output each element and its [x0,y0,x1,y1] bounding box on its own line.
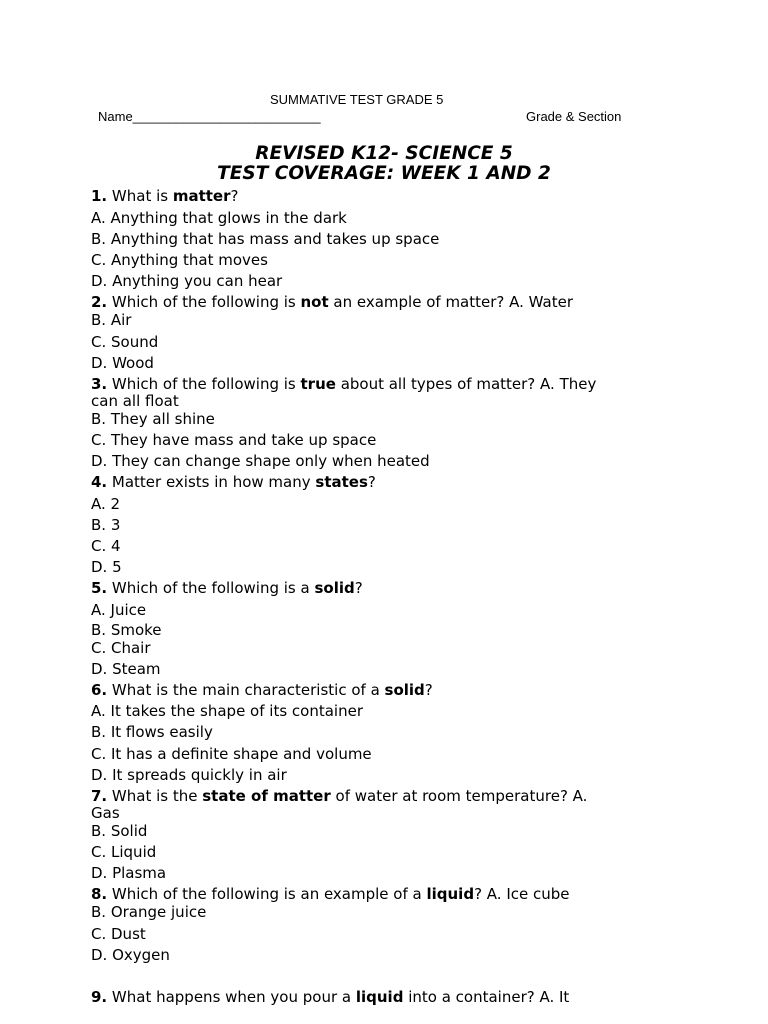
q6-option-b: B. It flows easily [91,723,213,741]
q7-option-b: B. Solid [91,822,148,840]
question-number: 7. [91,787,108,805]
question-text: ? [367,473,376,491]
question-keyword: true [300,375,336,393]
question-keyword: state of matter [202,787,331,805]
q6-option-a: A. It takes the shape of its container [91,702,363,720]
q7-option-c: C. Liquid [91,843,157,861]
q5-option-c: C. Chair [91,639,151,657]
q6-option-c: C. It has a definite shape and volume [91,745,372,763]
name-field-label: Name__________________________ [98,109,321,124]
q2-option-d: D. Wood [91,354,154,372]
q2-option-b: B. Air [91,311,132,329]
question-keyword: solid [314,579,355,597]
document-title-line-2: TEST COVERAGE: WEEK 1 AND 2 [217,163,551,184]
q8-option-b: B. Orange juice [91,903,207,921]
question-number: 8. [91,885,108,903]
question-text: What is [107,187,173,205]
question-text: What happens when you pour a [107,988,356,1006]
question-text: ? [230,187,239,205]
question-text: Which of the following is a [107,579,315,597]
q4-option-d: D. 5 [91,558,122,576]
question-text: ? [424,681,433,699]
document-title-line-1: REVISED K12- SCIENCE 5 [255,143,513,164]
question-keyword: matter [172,187,231,205]
question-text: about all types of matter? A. They [335,375,597,393]
q5-option-b: B. Smoke [91,621,162,639]
q5-option-d: D. Steam [91,660,161,678]
q4-option-b: B. 3 [91,516,121,534]
question-keyword: liquid [426,885,475,903]
q4-option-a: A. 2 [91,495,121,513]
question-keyword: states [315,473,368,491]
question-9 [91,989,569,1006]
question-text: an example of matter? A. Water [328,293,574,311]
question-text: Which of the following is [107,375,301,393]
test-title: SUMMATIVE TEST GRADE 5 [270,92,444,107]
question-text: What is the [107,787,203,805]
question-text: What is the main characteristic of a [107,681,385,699]
question-keyword: liquid [355,988,404,1006]
question-number: 1. [91,187,108,205]
question-6 [91,682,433,699]
question-text: Which of the following is an example of a [107,885,427,903]
q7-option-d: D. Plasma [91,864,167,882]
question-2 [91,294,573,311]
q3-option-b: B. They all shine [91,410,215,428]
question-text: Matter exists in how many [107,473,316,491]
q2-option-c: C. Sound [91,333,159,351]
question-number: 2. [91,293,108,311]
question-5 [91,580,363,597]
q1-option-b: B. Anything that has mass and takes up space [91,230,440,248]
q8-option-c: C. Dust [91,925,146,943]
q6-option-d: D. It spreads quickly in air [91,766,287,784]
question-number: 3. [91,375,108,393]
q3-option-a-continuation: can all float [91,392,179,410]
question-1 [91,188,238,205]
q1-option-c: C. Anything that moves [91,251,268,269]
question-4 [91,474,376,491]
question-text: of water at room temperature? A. [330,787,588,805]
q3-option-c: C. They have mass and take up space [91,431,377,449]
q1-option-a: A. Anything that glows in the dark [91,209,347,227]
q3-option-d: D. They can change shape only when heated [91,452,430,470]
question-text: Which of the following is [107,293,301,311]
question-text: into a container? A. It [403,988,570,1006]
question-text: ? A. Ice cube [474,885,570,903]
q1-option-d: D. Anything you can hear [91,272,283,290]
question-text: ? [354,579,363,597]
q5-option-a: A. Juice [91,601,147,619]
q7-option-a-continuation: Gas [91,804,120,822]
question-number: 5. [91,579,108,597]
grade-section-label: Grade & Section [526,109,622,124]
question-8 [91,886,570,903]
q8-option-d: D. Oxygen [91,946,170,964]
question-7 [91,788,587,805]
question-number: 9. [91,988,108,1006]
q4-option-c: C. 4 [91,537,121,555]
question-number: 4. [91,473,108,491]
question-3 [91,376,596,393]
question-keyword: not [300,293,329,311]
question-keyword: solid [384,681,425,699]
question-number: 6. [91,681,108,699]
